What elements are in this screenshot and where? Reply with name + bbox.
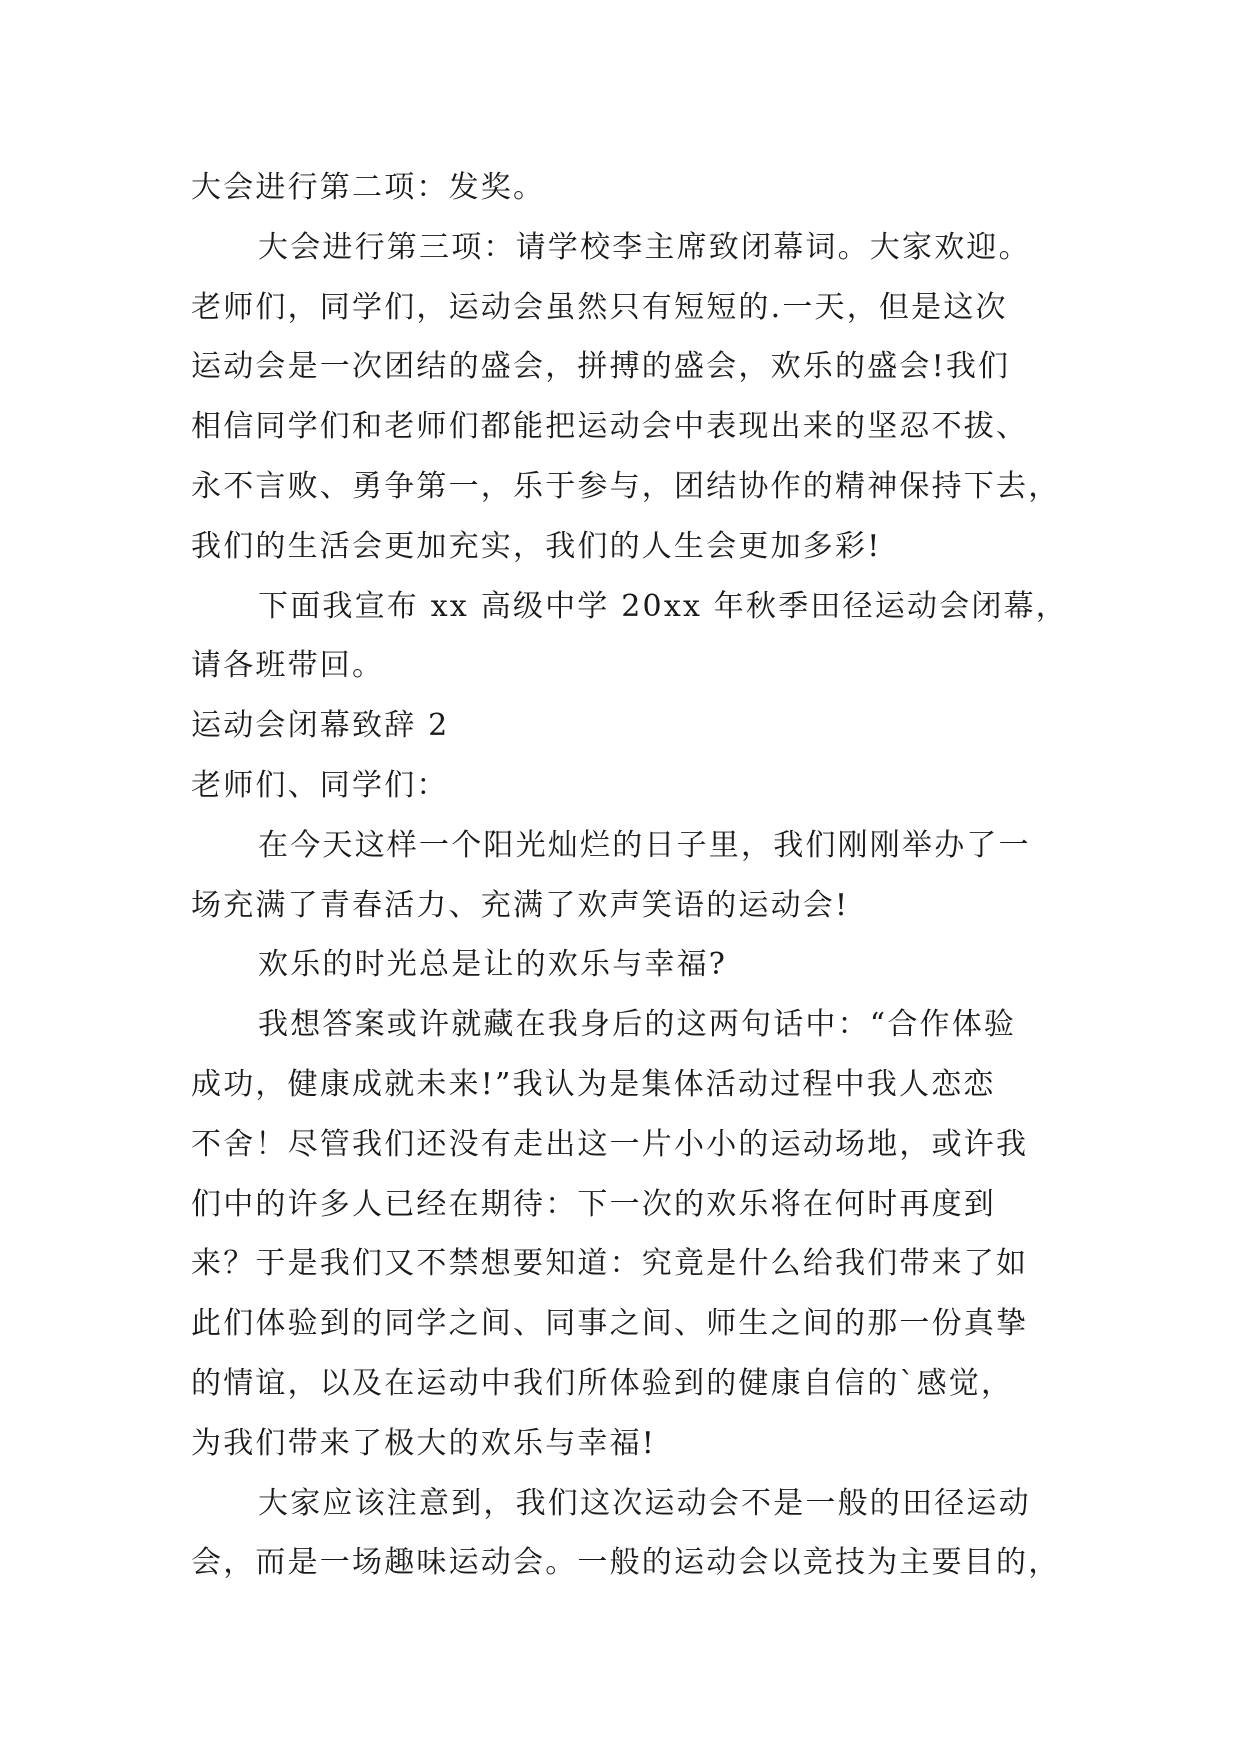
document-body [191, 158, 1068, 1593]
text-line: 来？于是我们又不禁想要知道：究竟是什么给我们带来了如 [191, 1246, 1029, 1282]
text-line: 大会进行第二项：发奖。 [191, 170, 546, 205]
section-heading: 运动会闭幕致辞 2 [191, 708, 450, 744]
text-line: 在今天这样一个阳光灿烂的日子里，我们刚刚举办了一 [258, 827, 1031, 863]
text-line: 场充满了青春活力、充满了欢声笑语的运动会! [191, 887, 850, 923]
text-line: 为我们带来了极大的欢乐与幸福! [191, 1425, 657, 1461]
text-line: 们中的许多人已经在期待：下一次的欢乐将在何时再度到 [191, 1186, 996, 1222]
text-line: 此们体验到的同学之间、同事之间、师生之间的那一份真挚 [191, 1306, 1029, 1342]
text-line: 运动会是一次团结的盛会，拼搏的盛会，欢乐的盛会!我们 [191, 349, 1011, 385]
text-line: 我们的生活会更加充实，我们的人生会更加多彩! [191, 528, 882, 564]
text-line: 永不言败、勇争第一，乐于参与，团结协作的精神保持下去， [191, 468, 1061, 504]
text-line: 欢乐的时光总是让的欢乐与幸福? [258, 947, 728, 983]
salutation: 老师们、同学们： [191, 767, 449, 803]
text-line: 相信同学们和老师们都能把运动会中表现出来的坚忍不拔、 [191, 409, 1029, 445]
text-line: 不舍！尽管我们还没有走出这一片小小的运动场地，或许我 [191, 1126, 1029, 1162]
text-line: 老师们，同学们，运动会虽然只有短短的.一天，但是这次 [191, 289, 1008, 325]
text-line: 大家应该注意到，我们这次运动会不是一般的田径运动 [258, 1485, 1031, 1521]
text-line: 大会进行第三项：请学校李主席致闭幕词。大家欢迎。 [258, 229, 1031, 265]
text-line: 请各班带回。 [191, 648, 385, 684]
text-line: 的情谊，以及在运动中我们所体验到的健康自信的`感觉， [191, 1365, 1014, 1401]
text-line: 我想答案或许就藏在我身后的这两句话中：“合作体验 [258, 1007, 1017, 1043]
text-line: 成功，健康成就未来!”我认为是集体活动过程中我人恋恋 [191, 1066, 996, 1102]
text-line: 下面我宣布 xx 高级中学 20xx 年秋季田径运动会闭幕， [258, 588, 1068, 624]
text-line: 会，而是一场趣味运动会。一般的运动会以竞技为主要目的， [191, 1545, 1061, 1581]
